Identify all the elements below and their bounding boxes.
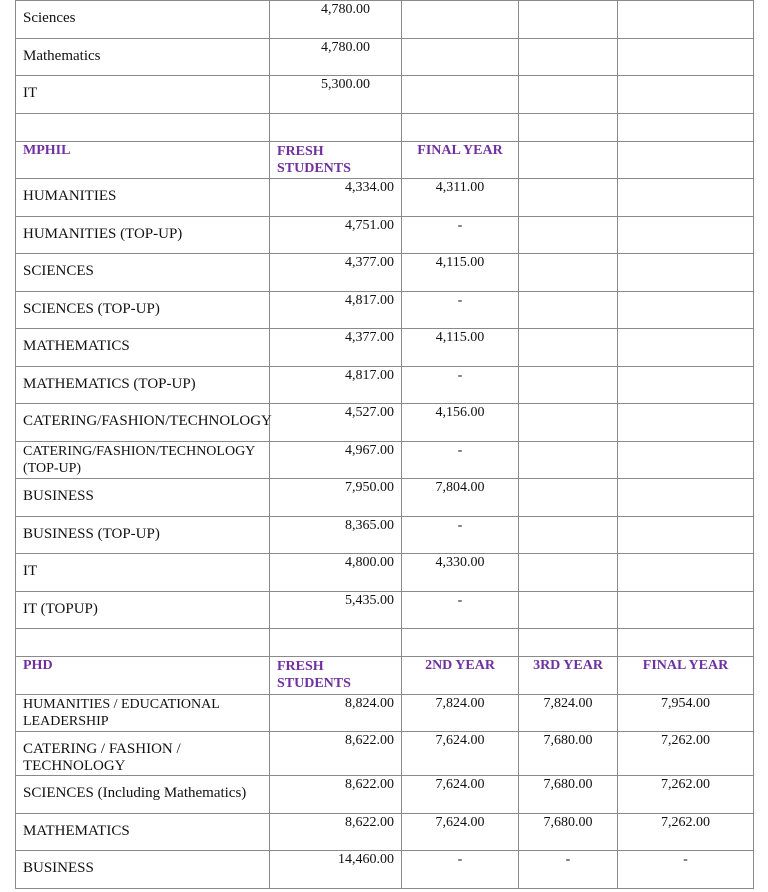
empty-cell — [618, 479, 754, 517]
final-year-fee: 4,156.00 — [402, 404, 519, 442]
table-row — [16, 216, 754, 254]
fresh-fee: 7,950.00 — [270, 479, 402, 517]
spacer-row — [16, 113, 754, 141]
final-year-fee: 7,262.00 — [618, 732, 754, 776]
fresh-fee: 4,780.00 — [270, 38, 402, 76]
empty-cell — [519, 591, 618, 629]
spacer-row — [16, 629, 754, 657]
program-label: IT — [16, 76, 270, 114]
fresh-fee: 4,334.00 — [270, 179, 402, 217]
empty-cell — [618, 554, 754, 592]
third-year-fee: 7,680.00 — [519, 776, 618, 814]
final-year-fee: - — [402, 366, 519, 404]
empty-cell — [402, 1, 519, 39]
program-label: Sciences — [16, 1, 270, 39]
program-label: CATERING/FASHION/TECHNOLOGY (TOP-UP) — [16, 441, 270, 479]
final-year-fee: 4,115.00 — [402, 329, 519, 367]
table-row — [16, 1, 754, 39]
empty-cell — [618, 141, 754, 179]
final-year-fee: - — [402, 591, 519, 629]
empty-cell — [618, 38, 754, 76]
table-row — [16, 404, 754, 442]
table-row — [16, 776, 754, 814]
phd-title: PHD — [16, 657, 270, 695]
final-year-fee: - — [402, 216, 519, 254]
second-year-fee: 7,624.00 — [402, 732, 519, 776]
table-row — [16, 179, 754, 217]
mphil-title: MPHIL — [16, 141, 270, 179]
empty-cell — [519, 76, 618, 114]
empty-cell — [519, 516, 618, 554]
header-fresh-students: FRESH STUDENTS — [270, 141, 402, 179]
table-row — [16, 694, 754, 732]
program-label: Mathematics — [16, 38, 270, 76]
second-year-fee: - — [402, 851, 519, 889]
final-year-fee: - — [402, 516, 519, 554]
header-2nd-year: 2ND YEAR — [402, 657, 519, 695]
empty-cell — [519, 141, 618, 179]
empty-cell — [519, 554, 618, 592]
second-year-fee: 7,624.00 — [402, 776, 519, 814]
third-year-fee: 7,680.00 — [519, 732, 618, 776]
program-label: HUMANITIES — [16, 179, 270, 217]
program-label: CATERING/FASHION/TECHNOLOGY — [16, 404, 270, 442]
fresh-fee: 8,365.00 — [270, 516, 402, 554]
program-label: HUMANITIES (TOP-UP) — [16, 216, 270, 254]
final-year-fee: 7,954.00 — [618, 694, 754, 732]
empty-cell — [519, 1, 618, 39]
program-label: MATHEMATICS (TOP-UP) — [16, 366, 270, 404]
table-row — [16, 516, 754, 554]
header-final-year: FINAL YEAR — [402, 141, 519, 179]
final-year-fee: 7,262.00 — [618, 813, 754, 851]
empty-cell — [519, 216, 618, 254]
empty-cell — [618, 366, 754, 404]
empty-cell — [618, 291, 754, 329]
header-3rd-year: 3RD YEAR — [519, 657, 618, 695]
empty-cell — [618, 179, 754, 217]
empty-cell — [519, 404, 618, 442]
empty-cell — [519, 441, 618, 479]
third-year-fee: 7,824.00 — [519, 694, 618, 732]
table-row — [16, 554, 754, 592]
fresh-fee: 5,300.00 — [270, 76, 402, 114]
fresh-fee: 4,817.00 — [270, 291, 402, 329]
third-year-fee: - — [519, 851, 618, 889]
fresh-fee: 4,377.00 — [270, 254, 402, 292]
fees-table — [15, 0, 754, 889]
empty-cell — [402, 76, 519, 114]
header-fresh-students: FRESH STUDENTS — [270, 657, 402, 695]
fresh-fee: 8,622.00 — [270, 732, 402, 776]
program-label: SCIENCES (TOP-UP) — [16, 291, 270, 329]
final-year-fee: 7,804.00 — [402, 479, 519, 517]
program-label: BUSINESS — [16, 479, 270, 517]
table-row — [16, 76, 754, 114]
program-label: SCIENCES — [16, 254, 270, 292]
fresh-fee: 4,967.00 — [270, 441, 402, 479]
fresh-fee: 14,460.00 — [270, 851, 402, 889]
table-row — [16, 38, 754, 76]
empty-cell — [618, 76, 754, 114]
fresh-fee: 4,800.00 — [270, 554, 402, 592]
final-year-fee: - — [402, 291, 519, 329]
empty-cell — [618, 1, 754, 39]
empty-cell — [402, 38, 519, 76]
second-year-fee: 7,824.00 — [402, 694, 519, 732]
empty-cell — [519, 366, 618, 404]
empty-cell — [519, 179, 618, 217]
program-label: MATHEMATICS — [16, 813, 270, 851]
table-row — [16, 479, 754, 517]
program-label: BUSINESS (TOP-UP) — [16, 516, 270, 554]
fresh-fee: 8,824.00 — [270, 694, 402, 732]
final-year-fee: - — [618, 851, 754, 889]
final-year-fee: 4,115.00 — [402, 254, 519, 292]
program-label: BUSINESS — [16, 851, 270, 889]
fresh-fee: 4,377.00 — [270, 329, 402, 367]
table-row — [16, 732, 754, 776]
table-row — [16, 591, 754, 629]
program-label: SCIENCES (Including Mathematics) — [16, 776, 270, 814]
table-row — [16, 366, 754, 404]
fresh-fee: 8,622.00 — [270, 813, 402, 851]
empty-cell — [618, 591, 754, 629]
program-label: CATERING / FASHION / TECHNOLOGY — [16, 732, 270, 776]
final-year-fee: 4,311.00 — [402, 179, 519, 217]
empty-cell — [519, 291, 618, 329]
third-year-fee: 7,680.00 — [519, 813, 618, 851]
table-row — [16, 441, 754, 479]
phd-header-row — [16, 657, 754, 695]
empty-cell — [618, 516, 754, 554]
empty-cell — [519, 479, 618, 517]
empty-cell — [519, 329, 618, 367]
empty-cell — [618, 216, 754, 254]
mphil-header-row — [16, 141, 754, 179]
fresh-fee: 4,780.00 — [270, 1, 402, 39]
table-row — [16, 291, 754, 329]
table-row — [16, 851, 754, 889]
final-year-fee: 7,262.00 — [618, 776, 754, 814]
fresh-fee: 4,751.00 — [270, 216, 402, 254]
empty-cell — [618, 441, 754, 479]
empty-cell — [618, 329, 754, 367]
fresh-fee: 4,527.00 — [270, 404, 402, 442]
program-label: IT — [16, 554, 270, 592]
empty-cell — [618, 404, 754, 442]
fresh-fee: 4,817.00 — [270, 366, 402, 404]
second-year-fee: 7,624.00 — [402, 813, 519, 851]
header-final-year: FINAL YEAR — [618, 657, 754, 695]
empty-cell — [519, 254, 618, 292]
program-label: MATHEMATICS — [16, 329, 270, 367]
table-row — [16, 329, 754, 367]
program-label: HUMANITIES / EDUCATIONAL LEADERSHIP — [16, 694, 270, 732]
program-label: IT (TOPUP) — [16, 591, 270, 629]
table-row — [16, 254, 754, 292]
empty-cell — [519, 38, 618, 76]
empty-cell — [618, 254, 754, 292]
fresh-fee: 8,622.00 — [270, 776, 402, 814]
fresh-fee: 5,435.00 — [270, 591, 402, 629]
final-year-fee: 4,330.00 — [402, 554, 519, 592]
final-year-fee: - — [402, 441, 519, 479]
table-row — [16, 813, 754, 851]
